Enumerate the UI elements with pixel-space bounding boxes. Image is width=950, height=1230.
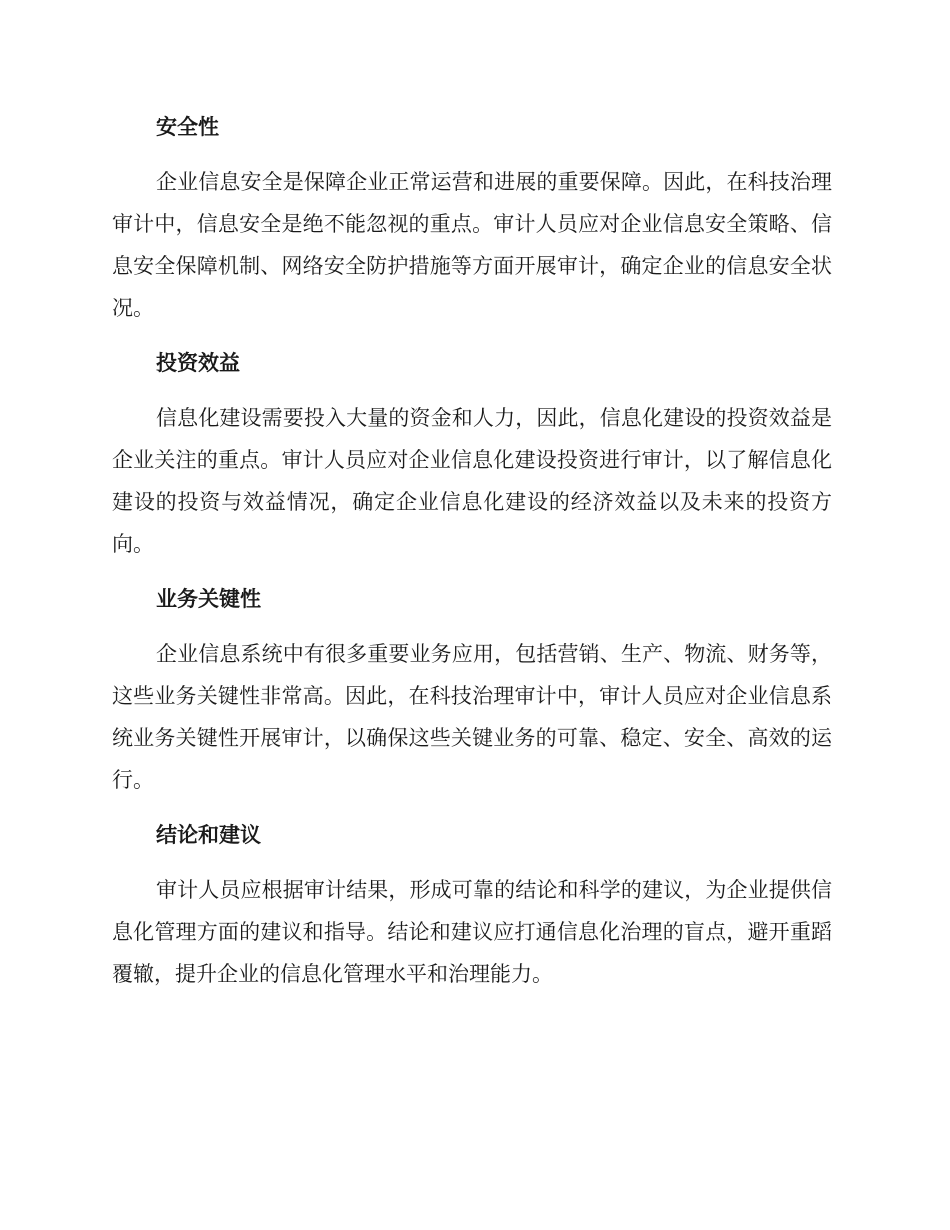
- section-paragraph: 企业信息系统中有很多重要业务应用，包括营销、生产、物流、财务等，这些业务关键性非常高。因此，在科技治理审计中，审计人员应对企业信息系统业务关键性开展审计，以确保这些关键业务的可靠、稳定、安全、高效的运行。: [112, 642, 832, 792]
- section-heading: 投资效益: [156, 351, 240, 375]
- section-conclusions: [112, 814, 832, 995]
- section-heading: 安全性: [156, 115, 219, 139]
- section-paragraph: 企业信息安全是保障企业正常运营和进展的重要保障。因此，在科技治理审计中，信息安全是绝不能忽视的重点。审计人员应对企业信息安全策略、信息安全保障机制、网络安全防护措施等方面开展审计，确定企业的信息安全状况。: [112, 170, 832, 320]
- section-paragraph: 审计人员应根据审计结果，形成可靠的结论和科学的建议，为企业提供信息化管理方面的建议和指导。结论和建议应打通信息化治理的盲点，避开重蹈覆辙，提升企业的信息化管理水平和治理能力。: [112, 878, 832, 986]
- section-paragraph: 信息化建设需要投入大量的资金和人力，因此，信息化建设的投资效益是企业关注的重点。审计人员应对企业信息化建设投资进行审计，以了解信息化建设的投资与效益情况，确定企业信息化建设的经济效益以及未来的投资方向。: [112, 406, 832, 556]
- document-page: [112, 106, 832, 995]
- section-investment-benefit: [112, 342, 832, 565]
- section-security: [112, 106, 832, 329]
- section-business-criticality: [112, 578, 832, 801]
- section-heading: 结论和建议: [156, 823, 261, 847]
- section-heading: 业务关键性: [156, 587, 261, 611]
